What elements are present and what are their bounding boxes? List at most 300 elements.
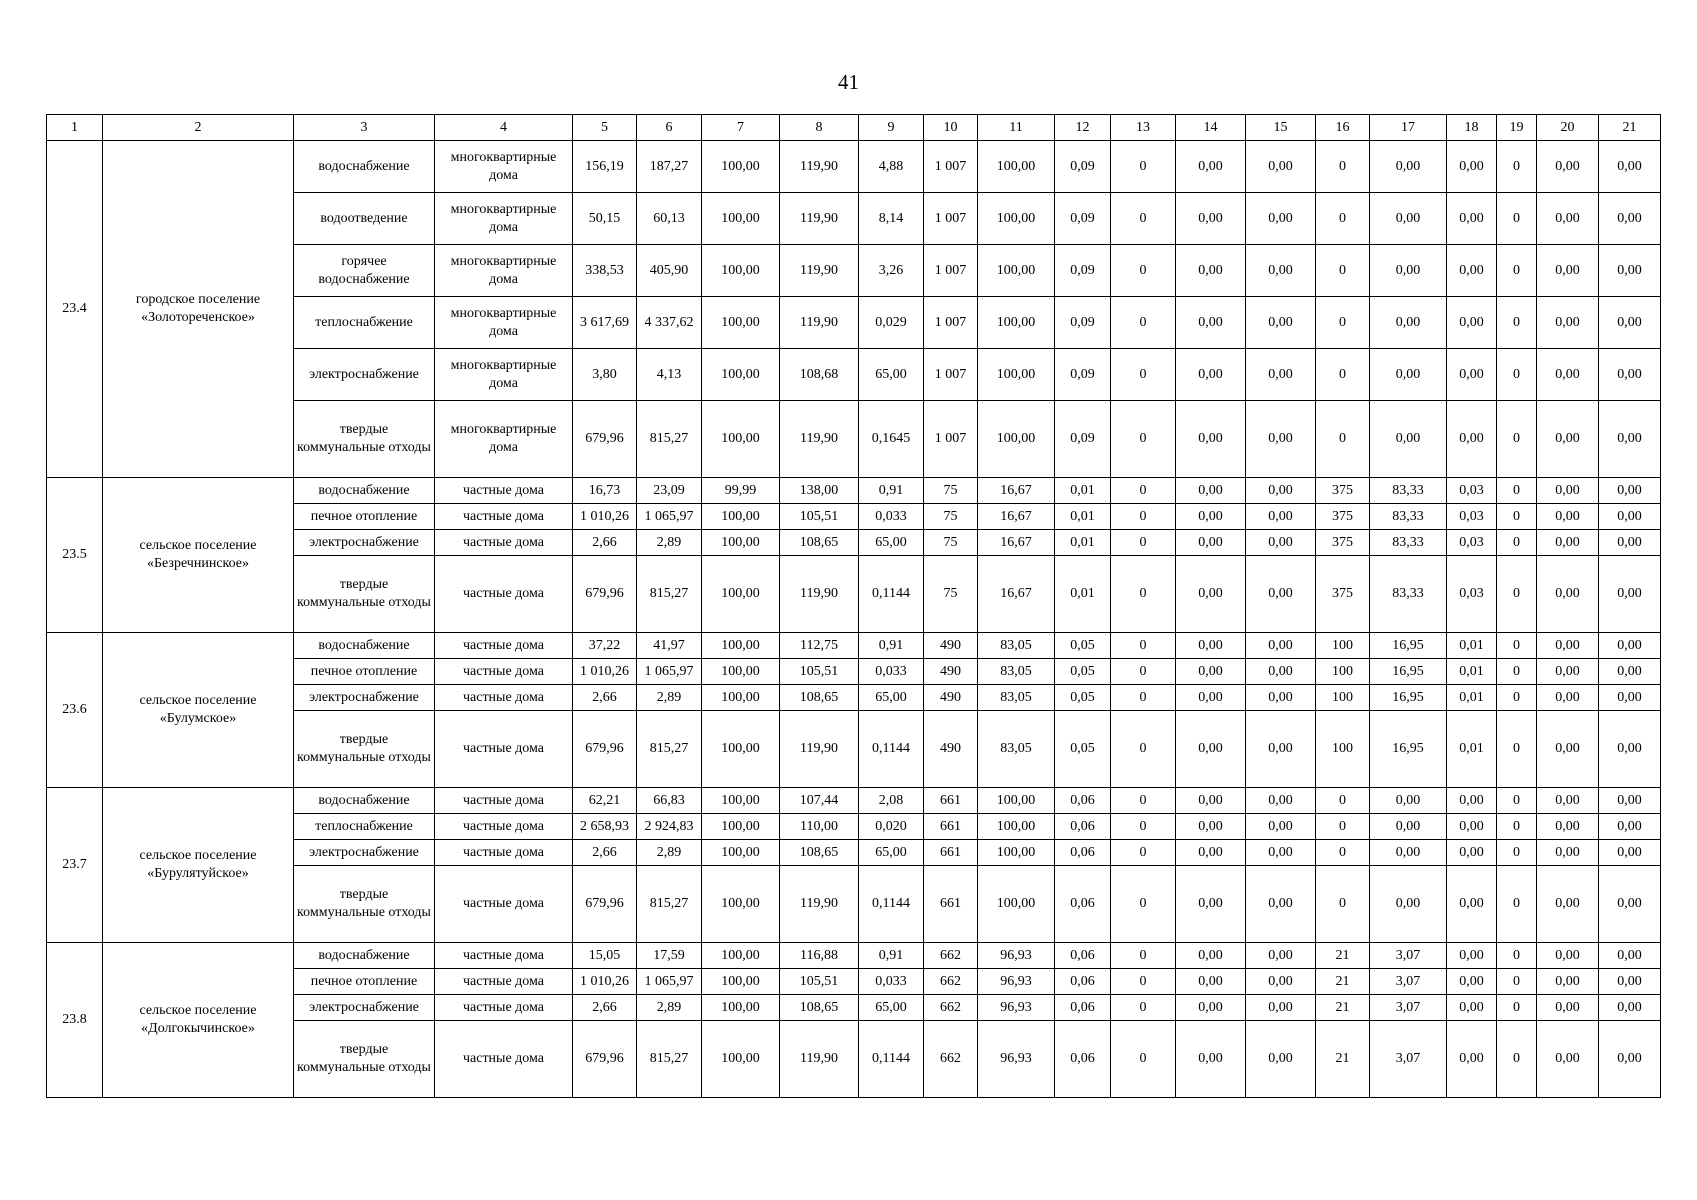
value-cell: 0,00: [1537, 633, 1599, 659]
value-cell: 0,00: [1447, 866, 1497, 943]
value-cell: 0,00: [1537, 504, 1599, 530]
value-cell: 0,00: [1599, 943, 1661, 969]
value-cell: 100,00: [702, 504, 780, 530]
group-number-cell: 23.8: [47, 943, 103, 1098]
value-cell: 0,00: [1447, 969, 1497, 995]
housing-type-cell: частные дома: [435, 711, 573, 788]
column-header: 6: [637, 115, 702, 141]
value-cell: 96,93: [978, 969, 1055, 995]
value-cell: 0: [1111, 504, 1176, 530]
column-header: 19: [1497, 115, 1537, 141]
column-header: 5: [573, 115, 637, 141]
value-cell: 1 010,26: [573, 659, 637, 685]
value-cell: 108,65: [780, 840, 859, 866]
column-header: 7: [702, 115, 780, 141]
value-cell: 119,90: [780, 297, 859, 349]
housing-type-cell: частные дома: [435, 840, 573, 866]
value-cell: 0,00: [1599, 297, 1661, 349]
value-cell: 0,00: [1176, 401, 1246, 478]
value-cell: 0,00: [1246, 297, 1316, 349]
settlement-name-cell: сельское поселение «Долгокычинское»: [103, 943, 294, 1098]
value-cell: 0,09: [1055, 193, 1111, 245]
value-cell: 0,033: [859, 659, 924, 685]
value-cell: 156,19: [573, 141, 637, 193]
value-cell: 0: [1111, 530, 1176, 556]
value-cell: 490: [924, 659, 978, 685]
value-cell: 138,00: [780, 478, 859, 504]
housing-type-cell: частные дома: [435, 685, 573, 711]
value-cell: 3,07: [1370, 969, 1447, 995]
group-number-cell: 23.6: [47, 633, 103, 788]
page-number: 41: [838, 70, 859, 94]
value-cell: 0,06: [1055, 943, 1111, 969]
value-cell: 0,00: [1599, 995, 1661, 1021]
value-cell: 0,00: [1176, 141, 1246, 193]
value-cell: 75: [924, 530, 978, 556]
value-cell: 100,00: [702, 685, 780, 711]
value-cell: 0: [1497, 969, 1537, 995]
table-body: [47, 141, 1661, 1098]
value-cell: 661: [924, 840, 978, 866]
value-cell: 0: [1111, 193, 1176, 245]
value-cell: 0,05: [1055, 633, 1111, 659]
service-cell: твердые коммунальные отходы: [294, 866, 435, 943]
value-cell: 0: [1111, 349, 1176, 401]
value-cell: 0,00: [1537, 685, 1599, 711]
value-cell: 0,06: [1055, 995, 1111, 1021]
value-cell: 119,90: [780, 193, 859, 245]
value-cell: 0: [1111, 245, 1176, 297]
value-cell: 0,00: [1176, 1021, 1246, 1098]
value-cell: 0,09: [1055, 141, 1111, 193]
value-cell: 0,00: [1599, 1021, 1661, 1098]
value-cell: 0,06: [1055, 788, 1111, 814]
value-cell: 0: [1111, 685, 1176, 711]
value-cell: 23,09: [637, 478, 702, 504]
value-cell: 0: [1497, 943, 1537, 969]
value-cell: 0,00: [1246, 659, 1316, 685]
column-header: 3: [294, 115, 435, 141]
column-header: 9: [859, 115, 924, 141]
value-cell: 0,00: [1447, 995, 1497, 1021]
value-cell: 0,09: [1055, 401, 1111, 478]
value-cell: 0,00: [1176, 685, 1246, 711]
column-header: 16: [1316, 115, 1370, 141]
column-header: 12: [1055, 115, 1111, 141]
value-cell: 0,01: [1447, 711, 1497, 788]
value-cell: 0,00: [1176, 349, 1246, 401]
value-cell: 100: [1316, 685, 1370, 711]
value-cell: 0,05: [1055, 685, 1111, 711]
value-cell: 75: [924, 478, 978, 504]
housing-type-cell: многоквартирные дома: [435, 193, 573, 245]
value-cell: 4,88: [859, 141, 924, 193]
value-cell: 3,26: [859, 245, 924, 297]
value-cell: 75: [924, 504, 978, 530]
value-cell: 83,33: [1370, 556, 1447, 633]
table-row: [47, 943, 1661, 969]
value-cell: 37,22: [573, 633, 637, 659]
value-cell: 1 007: [924, 193, 978, 245]
value-cell: 3 617,69: [573, 297, 637, 349]
value-cell: 100,00: [702, 995, 780, 1021]
value-cell: 0,00: [1246, 401, 1316, 478]
group-number-cell: 23.5: [47, 478, 103, 633]
value-cell: 662: [924, 995, 978, 1021]
value-cell: 0: [1497, 297, 1537, 349]
value-cell: 0: [1497, 401, 1537, 478]
column-header: 1: [47, 115, 103, 141]
value-cell: 16,95: [1370, 711, 1447, 788]
housing-type-cell: многоквартирные дома: [435, 141, 573, 193]
value-cell: 0,00: [1370, 401, 1447, 478]
value-cell: 100,00: [978, 814, 1055, 840]
value-cell: 41,97: [637, 633, 702, 659]
value-cell: 0,00: [1176, 943, 1246, 969]
value-cell: 0: [1316, 297, 1370, 349]
value-cell: 66,83: [637, 788, 702, 814]
value-cell: 105,51: [780, 969, 859, 995]
value-cell: 0,05: [1055, 659, 1111, 685]
value-cell: 0,020: [859, 814, 924, 840]
value-cell: 0,00: [1599, 245, 1661, 297]
value-cell: 0,00: [1246, 1021, 1316, 1098]
value-cell: 65,00: [859, 349, 924, 401]
value-cell: 100,00: [702, 297, 780, 349]
value-cell: 119,90: [780, 711, 859, 788]
value-cell: 65,00: [859, 685, 924, 711]
value-cell: 0: [1497, 193, 1537, 245]
value-cell: 0: [1111, 840, 1176, 866]
housing-type-cell: частные дома: [435, 504, 573, 530]
value-cell: 0,00: [1176, 478, 1246, 504]
value-cell: 100,00: [702, 711, 780, 788]
housing-type-cell: частные дома: [435, 633, 573, 659]
table-row: [47, 633, 1661, 659]
value-cell: 187,27: [637, 141, 702, 193]
value-cell: 0: [1111, 556, 1176, 633]
value-cell: 100,00: [702, 840, 780, 866]
column-header: 13: [1111, 115, 1176, 141]
housing-type-cell: многоквартирные дома: [435, 349, 573, 401]
value-cell: 100,00: [702, 401, 780, 478]
value-cell: 0,00: [1537, 478, 1599, 504]
value-cell: 0,09: [1055, 349, 1111, 401]
value-cell: 0: [1316, 814, 1370, 840]
value-cell: 0: [1111, 969, 1176, 995]
value-cell: 0,05: [1055, 711, 1111, 788]
value-cell: 679,96: [573, 711, 637, 788]
value-cell: 65,00: [859, 995, 924, 1021]
value-cell: 2,66: [573, 995, 637, 1021]
value-cell: 110,00: [780, 814, 859, 840]
service-cell: водоотведение: [294, 193, 435, 245]
service-cell: электроснабжение: [294, 530, 435, 556]
value-cell: 0,01: [1055, 478, 1111, 504]
value-cell: 100,00: [702, 659, 780, 685]
value-cell: 0,00: [1370, 814, 1447, 840]
settlement-name-cell: городское поселение «Золотореченское»: [103, 141, 294, 478]
value-cell: 0: [1111, 141, 1176, 193]
value-cell: 662: [924, 943, 978, 969]
value-cell: 2,89: [637, 840, 702, 866]
column-header: 8: [780, 115, 859, 141]
settlement-name-cell: сельское поселение «Безречнинское»: [103, 478, 294, 633]
value-cell: 0,033: [859, 969, 924, 995]
service-cell: горячее водоснабжение: [294, 245, 435, 297]
value-cell: 3,07: [1370, 943, 1447, 969]
value-cell: 0,00: [1447, 1021, 1497, 1098]
service-cell: водоснабжение: [294, 141, 435, 193]
value-cell: 0,00: [1246, 943, 1316, 969]
value-cell: 0,1144: [859, 1021, 924, 1098]
value-cell: 107,44: [780, 788, 859, 814]
service-cell: печное отопление: [294, 659, 435, 685]
column-header: 14: [1176, 115, 1246, 141]
housing-type-cell: частные дома: [435, 866, 573, 943]
column-header: 2: [103, 115, 294, 141]
value-cell: 662: [924, 969, 978, 995]
settlement-name-cell: сельское поселение «Булумское»: [103, 633, 294, 788]
service-cell: твердые коммунальные отходы: [294, 1021, 435, 1098]
header-row: [47, 115, 1661, 141]
value-cell: 3,80: [573, 349, 637, 401]
service-cell: твердые коммунальные отходы: [294, 711, 435, 788]
value-cell: 0,01: [1447, 685, 1497, 711]
value-cell: 0,00: [1246, 349, 1316, 401]
value-cell: 0,06: [1055, 1021, 1111, 1098]
value-cell: 100,00: [702, 788, 780, 814]
value-cell: 0,00: [1246, 969, 1316, 995]
housing-type-cell: частные дома: [435, 659, 573, 685]
value-cell: 0,00: [1447, 401, 1497, 478]
value-cell: 100,00: [702, 349, 780, 401]
value-cell: 0,00: [1370, 349, 1447, 401]
value-cell: 0,00: [1447, 840, 1497, 866]
service-cell: печное отопление: [294, 504, 435, 530]
value-cell: 1 007: [924, 349, 978, 401]
value-cell: 0,00: [1537, 530, 1599, 556]
value-cell: 0,01: [1447, 633, 1497, 659]
value-cell: 338,53: [573, 245, 637, 297]
value-cell: 0: [1497, 245, 1537, 297]
value-cell: 0,00: [1246, 995, 1316, 1021]
value-cell: 0,06: [1055, 866, 1111, 943]
value-cell: 100,00: [702, 814, 780, 840]
value-cell: 0,00: [1537, 711, 1599, 788]
service-cell: водоснабжение: [294, 788, 435, 814]
value-cell: 0,00: [1447, 943, 1497, 969]
value-cell: 0,01: [1055, 530, 1111, 556]
housing-type-cell: частные дома: [435, 556, 573, 633]
value-cell: 100,00: [978, 840, 1055, 866]
value-cell: 105,51: [780, 659, 859, 685]
service-cell: электроснабжение: [294, 840, 435, 866]
value-cell: 8,14: [859, 193, 924, 245]
value-cell: 21: [1316, 1021, 1370, 1098]
value-cell: 3,07: [1370, 1021, 1447, 1098]
value-cell: 0,00: [1537, 840, 1599, 866]
value-cell: 0,00: [1370, 297, 1447, 349]
value-cell: 119,90: [780, 401, 859, 478]
value-cell: 0,00: [1599, 478, 1661, 504]
value-cell: 0: [1111, 478, 1176, 504]
value-cell: 0,00: [1537, 1021, 1599, 1098]
service-cell: печное отопление: [294, 969, 435, 995]
value-cell: 815,27: [637, 866, 702, 943]
value-cell: 0,1144: [859, 556, 924, 633]
value-cell: 375: [1316, 478, 1370, 504]
value-cell: 0: [1316, 245, 1370, 297]
value-cell: 0,00: [1599, 685, 1661, 711]
service-cell: твердые коммунальные отходы: [294, 556, 435, 633]
value-cell: 0,00: [1176, 530, 1246, 556]
value-cell: 0,03: [1447, 530, 1497, 556]
value-cell: 0,00: [1370, 840, 1447, 866]
value-cell: 100,00: [702, 969, 780, 995]
housing-type-cell: частные дома: [435, 1021, 573, 1098]
value-cell: 100,00: [978, 349, 1055, 401]
value-cell: 0: [1111, 633, 1176, 659]
value-cell: 661: [924, 788, 978, 814]
service-cell: твердые коммунальные отходы: [294, 401, 435, 478]
value-cell: 2,89: [637, 530, 702, 556]
value-cell: 0,00: [1246, 788, 1316, 814]
value-cell: 0,00: [1599, 788, 1661, 814]
value-cell: 0: [1497, 840, 1537, 866]
value-cell: 0: [1497, 1021, 1537, 1098]
value-cell: 119,90: [780, 245, 859, 297]
housing-type-cell: частные дома: [435, 969, 573, 995]
housing-type-cell: частные дома: [435, 814, 573, 840]
value-cell: 16,73: [573, 478, 637, 504]
value-cell: 0,00: [1246, 504, 1316, 530]
value-cell: 0,00: [1537, 814, 1599, 840]
value-cell: 1 007: [924, 297, 978, 349]
value-cell: 0,033: [859, 504, 924, 530]
value-cell: 119,90: [780, 556, 859, 633]
value-cell: 1 010,26: [573, 969, 637, 995]
column-header: 20: [1537, 115, 1599, 141]
value-cell: 0,00: [1599, 401, 1661, 478]
value-cell: 0,01: [1055, 504, 1111, 530]
column-header: 17: [1370, 115, 1447, 141]
group-number-cell: 23.7: [47, 788, 103, 943]
column-header: 21: [1599, 115, 1661, 141]
value-cell: 490: [924, 711, 978, 788]
value-cell: 815,27: [637, 401, 702, 478]
value-cell: 1 065,97: [637, 504, 702, 530]
value-cell: 100: [1316, 633, 1370, 659]
value-cell: 2,66: [573, 530, 637, 556]
value-cell: 2,08: [859, 788, 924, 814]
value-cell: 0,00: [1370, 866, 1447, 943]
value-cell: 21: [1316, 969, 1370, 995]
housing-type-cell: частные дома: [435, 943, 573, 969]
value-cell: 16,95: [1370, 633, 1447, 659]
value-cell: 0,00: [1246, 193, 1316, 245]
value-cell: 0,00: [1176, 995, 1246, 1021]
value-cell: 0,00: [1176, 297, 1246, 349]
value-cell: 0,1144: [859, 866, 924, 943]
value-cell: 490: [924, 633, 978, 659]
value-cell: 100,00: [702, 141, 780, 193]
value-cell: 0: [1111, 401, 1176, 478]
value-cell: 0: [1497, 141, 1537, 193]
value-cell: 0,09: [1055, 245, 1111, 297]
value-cell: 1 007: [924, 141, 978, 193]
value-cell: 4 337,62: [637, 297, 702, 349]
value-cell: 0,00: [1537, 193, 1599, 245]
value-cell: 0,00: [1447, 193, 1497, 245]
value-cell: 0,00: [1176, 788, 1246, 814]
value-cell: 0,00: [1176, 814, 1246, 840]
value-cell: 0,00: [1537, 866, 1599, 943]
value-cell: 0,00: [1246, 245, 1316, 297]
value-cell: 83,05: [978, 633, 1055, 659]
service-cell: теплоснабжение: [294, 814, 435, 840]
value-cell: 0,09: [1055, 297, 1111, 349]
value-cell: 0,00: [1246, 530, 1316, 556]
value-cell: 65,00: [859, 840, 924, 866]
value-cell: 62,21: [573, 788, 637, 814]
service-cell: водоснабжение: [294, 478, 435, 504]
value-cell: 0: [1497, 504, 1537, 530]
value-cell: 0,00: [1599, 866, 1661, 943]
value-cell: 0,06: [1055, 969, 1111, 995]
value-cell: 0,00: [1537, 141, 1599, 193]
value-cell: 75: [924, 556, 978, 633]
value-cell: 0: [1316, 788, 1370, 814]
value-cell: 0: [1316, 141, 1370, 193]
value-cell: 0,00: [1176, 633, 1246, 659]
value-cell: 0,00: [1176, 556, 1246, 633]
value-cell: 119,90: [780, 866, 859, 943]
value-cell: 0,00: [1370, 141, 1447, 193]
value-cell: 0,00: [1246, 633, 1316, 659]
service-cell: теплоснабжение: [294, 297, 435, 349]
value-cell: 0: [1497, 685, 1537, 711]
value-cell: 490: [924, 685, 978, 711]
value-cell: 105,51: [780, 504, 859, 530]
value-cell: 112,75: [780, 633, 859, 659]
value-cell: 0,00: [1537, 297, 1599, 349]
value-cell: 0: [1497, 995, 1537, 1021]
value-cell: 100: [1316, 711, 1370, 788]
value-cell: 99,99: [702, 478, 780, 504]
value-cell: 0,00: [1537, 349, 1599, 401]
value-cell: 0: [1111, 297, 1176, 349]
value-cell: 100: [1316, 659, 1370, 685]
value-cell: 0,00: [1246, 141, 1316, 193]
housing-type-cell: частные дома: [435, 995, 573, 1021]
value-cell: 100,00: [702, 866, 780, 943]
value-cell: 0,00: [1599, 814, 1661, 840]
value-cell: 100,00: [978, 297, 1055, 349]
value-cell: 1 065,97: [637, 969, 702, 995]
value-cell: 375: [1316, 556, 1370, 633]
value-cell: 2 658,93: [573, 814, 637, 840]
value-cell: 2 924,83: [637, 814, 702, 840]
value-cell: 0: [1497, 814, 1537, 840]
value-cell: 1 065,97: [637, 659, 702, 685]
value-cell: 16,67: [978, 504, 1055, 530]
value-cell: 0,03: [1447, 504, 1497, 530]
value-cell: 100,00: [978, 193, 1055, 245]
value-cell: 0: [1111, 659, 1176, 685]
value-cell: 83,05: [978, 711, 1055, 788]
service-cell: водоснабжение: [294, 633, 435, 659]
